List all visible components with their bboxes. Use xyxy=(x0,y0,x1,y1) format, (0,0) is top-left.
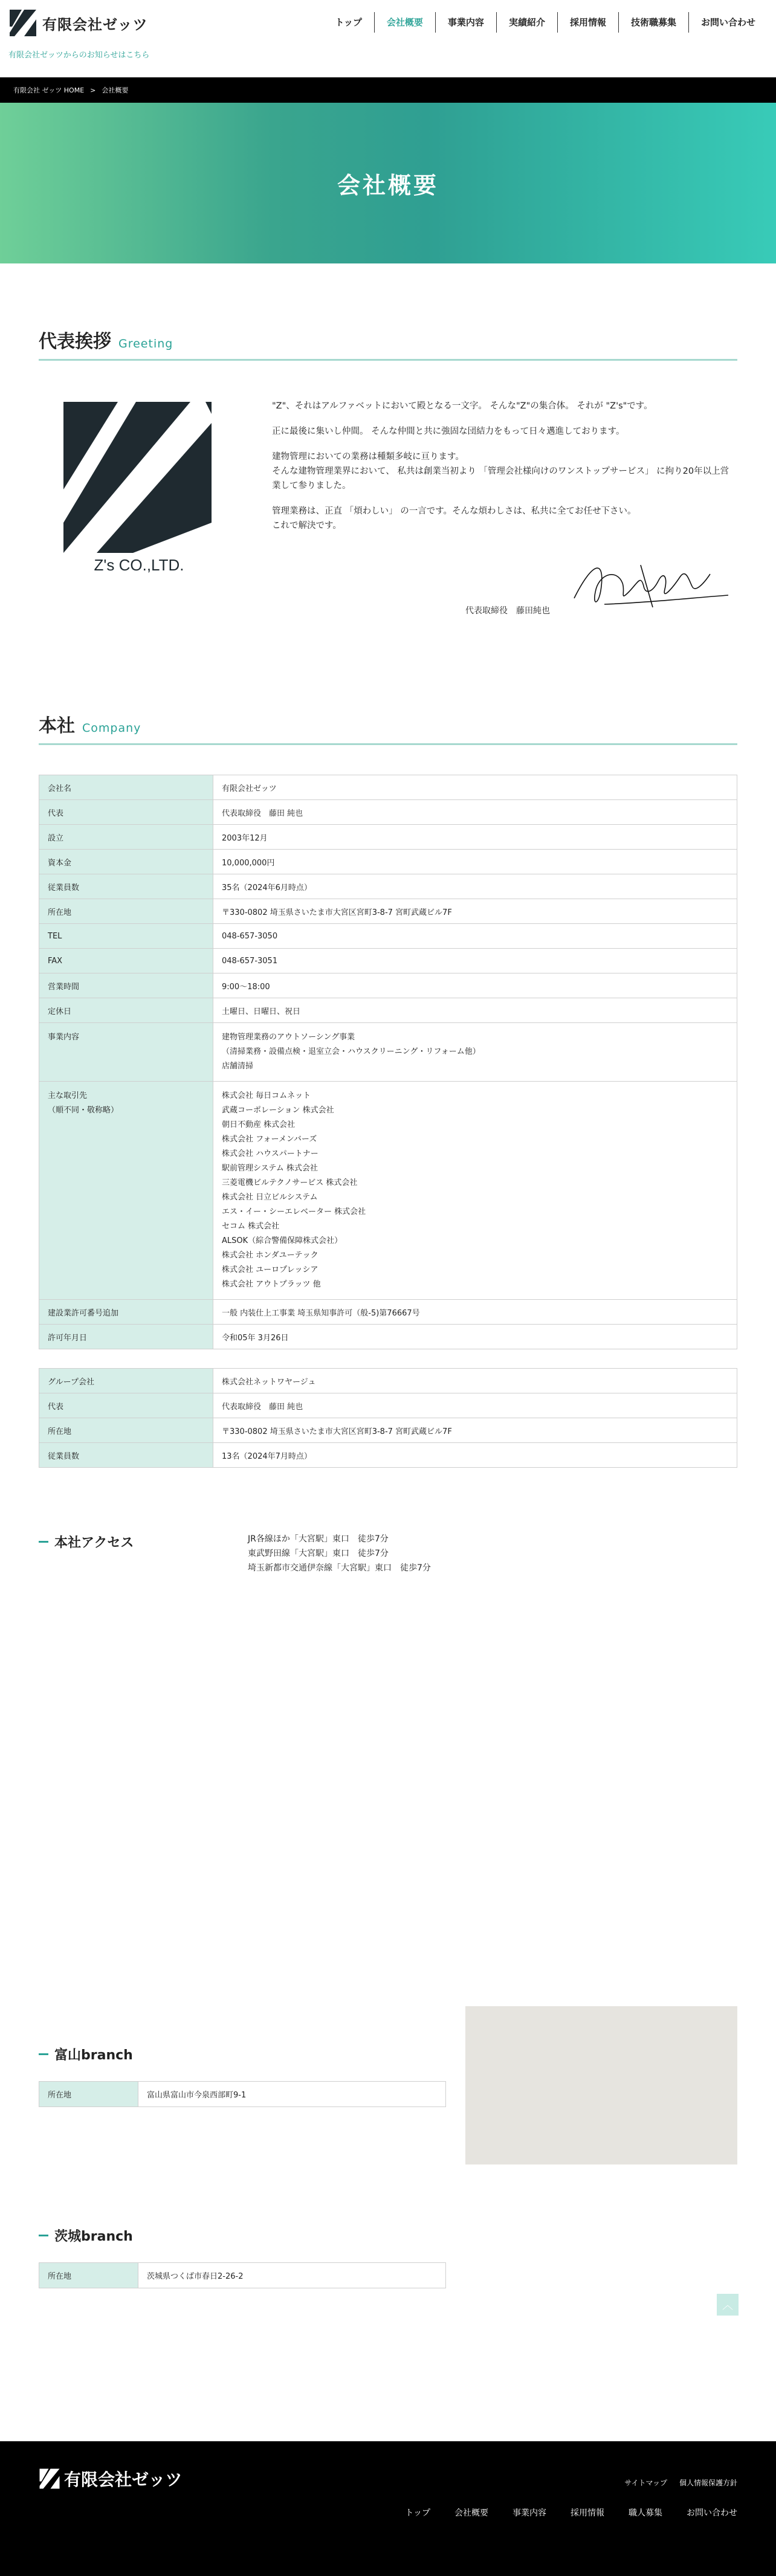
nav-engineer-recruit[interactable]: 技術職募集 xyxy=(618,12,688,33)
ibaraki-branch-table xyxy=(39,2262,446,2288)
site-footer xyxy=(0,2441,776,2576)
nav-works[interactable]: 実績紹介 xyxy=(496,12,557,33)
table-row xyxy=(39,949,737,973)
table-row xyxy=(39,2263,446,2288)
table-value: 富山県富山市今泉西部町9-1 xyxy=(138,2082,446,2107)
notice-link[interactable]: 有限会社ゼッツからのお知らせはこちら xyxy=(8,51,150,60)
table-label: 建設業許可番号追加 xyxy=(39,1300,213,1325)
table-value: 土曜日、日曜日、祝日 xyxy=(213,998,737,1023)
table-value: 〒330-0802 埼玉県さいたま市大宮区宮町3-8-7 宮町武蔵ビル7F xyxy=(213,899,737,924)
greeting-paragraph: 管理業務は、正直 「煩わしい」 の一言です。そんな煩わしさは、私共に全てお任せ下さい。 これで解決です。 xyxy=(272,506,636,531)
footer-sitemap-link[interactable]: サイトマップ xyxy=(624,2479,667,2487)
group-company-table xyxy=(39,1368,737,1468)
footer-nav xyxy=(381,2507,737,2519)
table-label: 所在地 xyxy=(39,2263,138,2288)
nav-business[interactable]: 事業内容 xyxy=(435,12,496,33)
heading-dash xyxy=(39,2235,48,2236)
table-row xyxy=(39,1023,737,1082)
table-row xyxy=(39,800,737,825)
signature-image xyxy=(568,550,731,616)
table-label: 代表 xyxy=(39,800,213,825)
table-value: 株式会社 毎日コムネット 武蔵コーポレーション 株式会社 朝日不動産 株式会社 株式会社 フォーメンバーズ 株式会社 ハウスパートナー 駅前管理システム 株式会社 三菱電機ビルテクノサービス 株式会社 株式会社 日立ビルシステム エス・イー・シーエレベーター 株式会社 セコム 株式会社 ALSOK（綜合警備保障株式会社） 株式会社 ホンダユーテック 株式会社 ユーロプレッシア 株式会社 アウトプラッツ 他 xyxy=(213,1082,737,1300)
footer-logo[interactable] xyxy=(39,2467,182,2491)
table-row xyxy=(39,825,737,850)
footer-nav-craftsman[interactable]: 職人募集 xyxy=(629,2508,662,2518)
table-value: 048-657-3050 xyxy=(213,924,737,949)
table-value: 13名（2024年7月時点） xyxy=(213,1443,737,1468)
table-label: TEL xyxy=(39,924,213,949)
table-value: 一般 内装仕上工事業 埼玉県知事許可（般-5)第76667号 xyxy=(213,1300,737,1325)
table-row xyxy=(39,775,737,800)
table-label: 所在地 xyxy=(39,1418,213,1443)
heading-dash xyxy=(39,2053,48,2055)
chevron-up-icon: ︿ xyxy=(722,2299,733,2312)
table-label: 事業内容 xyxy=(39,1023,213,1082)
footer-nav-recruit[interactable]: 採用情報 xyxy=(571,2508,604,2518)
table-value: 代表取締役 藤田 純也 xyxy=(213,800,737,825)
table-label: 代表 xyxy=(39,1393,213,1418)
ibaraki-branch-heading-text: 茨城branch xyxy=(54,2229,133,2244)
heading-dash xyxy=(39,1541,48,1543)
nav-contact[interactable]: お問い合わせ xyxy=(688,12,768,33)
back-to-top-button[interactable] xyxy=(717,2294,739,2316)
page-hero xyxy=(0,103,776,263)
table-row xyxy=(39,924,737,949)
greeting-heading-en: Greeting xyxy=(118,337,173,350)
breadcrumb xyxy=(0,77,776,103)
table-row xyxy=(39,899,737,924)
table-value: 有限会社ゼッツ xyxy=(213,775,737,800)
table-label: 所在地 xyxy=(39,2082,138,2107)
ibaraki-branch-heading xyxy=(39,2226,133,2245)
table-value: 茨城県つくば市春日2-26-2 xyxy=(138,2263,446,2288)
table-value: 〒330-0802 埼玉県さいたま市大宮区宮町3-8-7 宮町武蔵ビル7F xyxy=(213,1418,737,1443)
greeting-paragraph: "Z"、それはアルファベットにおいて殿となる一文字。 そんな"Z"の集合体。 それが "Z's"です。 xyxy=(272,401,653,411)
table-label: 許可年月日 xyxy=(39,1325,213,1349)
greeting-heading xyxy=(39,326,737,361)
access-line: JR各線ほか「大宮駅」東口 徒歩7分 xyxy=(248,1534,389,1544)
global-nav xyxy=(323,12,768,33)
table-row xyxy=(39,874,737,899)
company-logo-text: Z's CO.,LTD. xyxy=(94,556,184,574)
access-heading xyxy=(39,1532,134,1551)
company-heading-en: Company xyxy=(82,721,141,735)
footer-nav-contact[interactable]: お問い合わせ xyxy=(687,2508,737,2518)
breadcrumb-home[interactable]: 有限会社 ゼッツ HOME xyxy=(13,86,85,94)
greeting-heading-jp: 代表挨拶 xyxy=(39,331,111,352)
breadcrumb-current: 会社概要 xyxy=(102,86,129,94)
table-row xyxy=(39,998,737,1023)
table-label: 資本金 xyxy=(39,850,213,874)
company-heading-jp: 本社 xyxy=(39,715,75,737)
footer-nav-business[interactable]: 事業内容 xyxy=(512,2508,546,2518)
table-value: 10,000,000円 xyxy=(213,850,737,874)
z-logo-large-icon xyxy=(60,399,218,580)
table-label: FAX xyxy=(39,949,213,973)
nav-recruit[interactable]: 採用情報 xyxy=(557,12,618,33)
footer-company-name: 有限会社ゼッツ xyxy=(64,2470,183,2490)
company-logo-large xyxy=(60,399,218,580)
nav-top[interactable]: トップ xyxy=(335,17,362,28)
greeting-paragraph: 建物管理においての業務は種類多岐に亘ります。 そんな建物管理業界において、 私共は創業当初より 「管理会社様向けのワンストップサービス」 に拘り20年以上営業して参りました。 xyxy=(272,452,729,491)
table-label: 設立 xyxy=(39,825,213,850)
page-title: 会社概要 xyxy=(337,172,439,199)
table-value: 株式会社ネットワヤージュ xyxy=(213,1369,737,1393)
table-value: 建物管理業務のアウトソーシング事業 （清掃業務・設備点検・退室立会・ハウスクリーニング・リフォーム他） 店舗清掃 xyxy=(213,1023,737,1082)
toyama-branch-heading xyxy=(39,2045,133,2064)
footer-nav-company[interactable]: 会社概要 xyxy=(454,2508,488,2518)
table-row xyxy=(39,1082,737,1300)
toyama-branch-table xyxy=(39,2081,446,2107)
site-logo[interactable] xyxy=(8,8,148,37)
company-info-table xyxy=(39,775,737,1349)
access-heading-text: 本社アクセス xyxy=(54,1535,134,1551)
table-label: 従業員数 xyxy=(39,874,213,899)
table-value: 048-657-3051 xyxy=(213,949,737,973)
table-row xyxy=(39,1369,737,1393)
company-name: 有限会社ゼッツ xyxy=(42,16,148,33)
table-label: 会社名 xyxy=(39,775,213,800)
table-label: 従業員数 xyxy=(39,1443,213,1468)
table-row xyxy=(39,1325,737,1349)
toyama-branch-heading-text: 富山branch xyxy=(54,2048,133,2063)
site-header xyxy=(0,0,776,77)
table-label: グループ会社 xyxy=(39,1369,213,1393)
signature-label: 代表取締役 藤田純也 xyxy=(465,606,550,616)
table-label: 所在地 xyxy=(39,899,213,924)
table-value: 35名（2024年6月時点） xyxy=(213,874,737,899)
table-value: 9:00〜18:00 xyxy=(213,973,737,998)
footer-nav-top[interactable]: トップ xyxy=(405,2508,430,2518)
table-row xyxy=(39,1443,737,1468)
table-row xyxy=(39,1300,737,1325)
table-value: 2003年12月 xyxy=(213,825,737,850)
table-value: 代表取締役 藤田 純也 xyxy=(213,1393,737,1418)
breadcrumb-separator: > xyxy=(90,86,96,94)
table-value: 令和05年 3月26日 xyxy=(213,1325,737,1349)
table-row xyxy=(39,1418,737,1443)
access-line: 埼玉新都市交通伊奈線「大宮駅」東口 徒歩7分 xyxy=(248,1563,431,1573)
table-row xyxy=(39,973,737,998)
table-label: 営業時間 xyxy=(39,973,213,998)
z-logo-icon xyxy=(39,2468,60,2490)
table-row xyxy=(39,2082,446,2107)
nav-company[interactable]: 会社概要 xyxy=(374,12,435,33)
table-label: 主な取引先 （順不同・敬称略） xyxy=(39,1082,213,1300)
company-heading xyxy=(39,711,737,745)
table-label: 定休日 xyxy=(39,998,213,1023)
access-info xyxy=(248,1532,431,1575)
z-logo-icon xyxy=(8,8,37,37)
access-line: 東武野田線「大宮駅」東口 徒歩7分 xyxy=(248,1549,389,1558)
greeting-message xyxy=(272,399,737,544)
table-row xyxy=(39,850,737,874)
footer-sub-links xyxy=(612,2478,737,2488)
footer-privacy-link[interactable]: 個人情報保護方針 xyxy=(679,2479,737,2487)
greeting-paragraph: 正に最後に集いし仲間。 そんな仲間と共に強固な団結力をもって日々邁進しております。 xyxy=(272,427,625,436)
toyama-branch-map[interactable] xyxy=(465,2006,737,2164)
table-row xyxy=(39,1393,737,1418)
